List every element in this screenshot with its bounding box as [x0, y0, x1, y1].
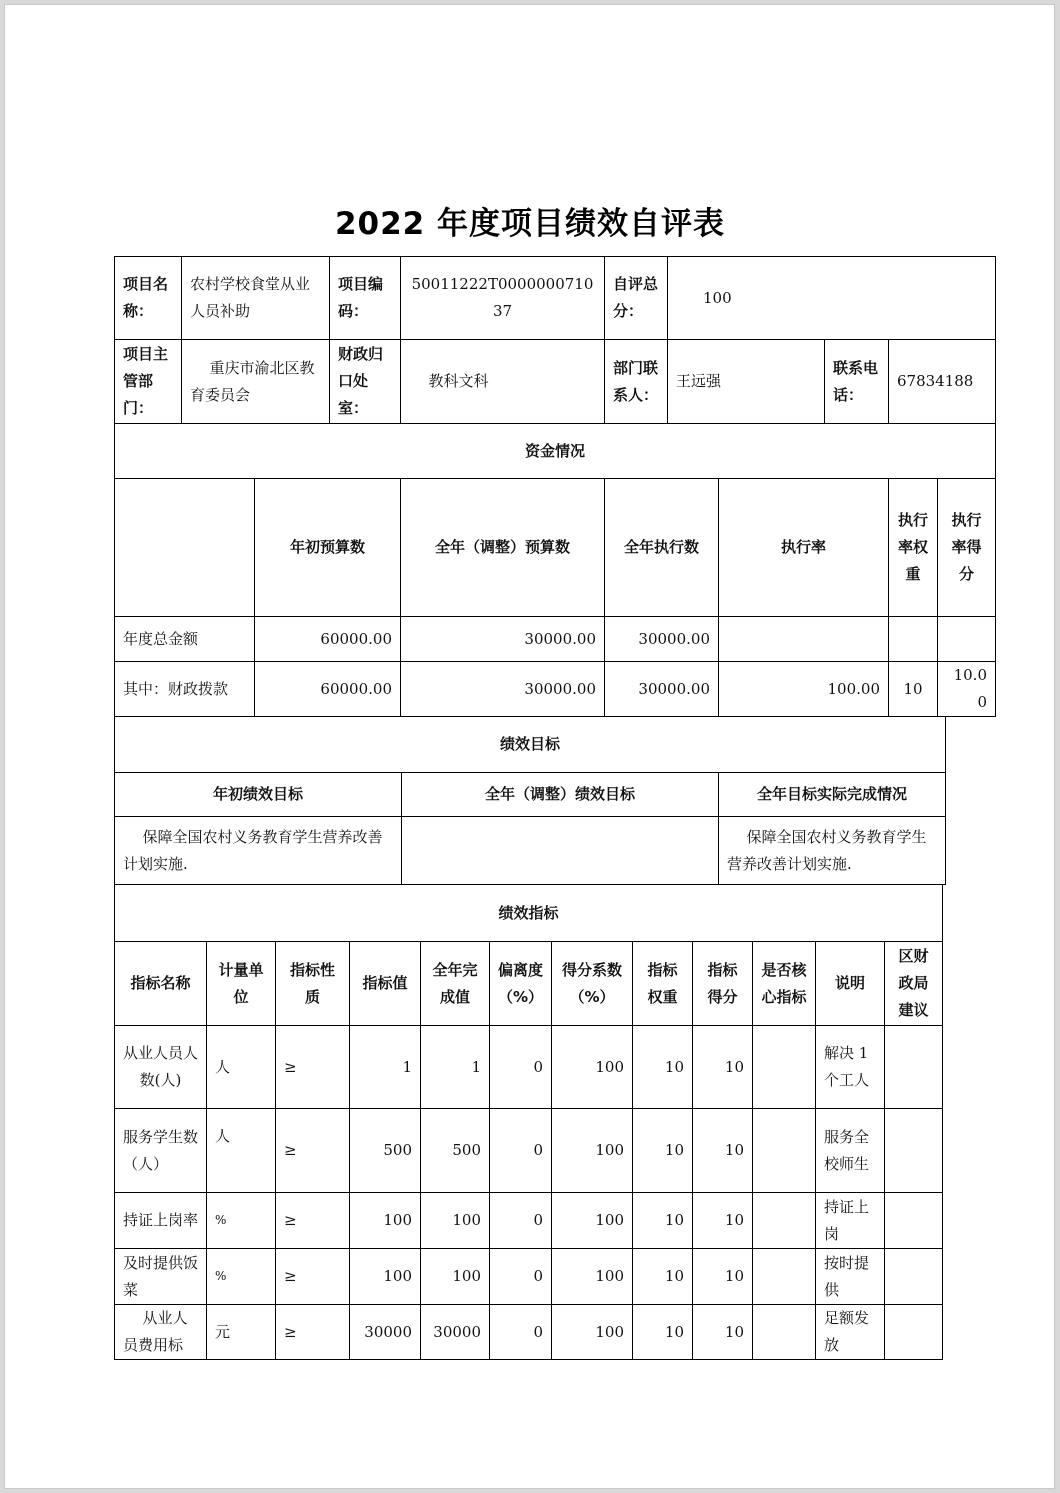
- indicator-deviation: 0: [490, 1026, 552, 1109]
- funds-row-total-executed: 30000.00: [605, 617, 719, 662]
- indicator-target: 1: [350, 1026, 421, 1109]
- table-row: [115, 1305, 943, 1360]
- indicator-deviation: 0: [490, 1193, 552, 1249]
- indicator-completed: 100: [421, 1249, 490, 1305]
- goals-initial-text: 保障全国农村义务教育学生营养改善计划实施.: [115, 817, 402, 885]
- indicator-nature: ≥: [276, 1109, 350, 1193]
- ind-header-target: 指标值: [350, 942, 421, 1026]
- indicator-weight: 10: [633, 1193, 693, 1249]
- indicator-name: 服务学生数（人）: [115, 1109, 207, 1193]
- ind-header-weight: 指标权重: [633, 942, 693, 1026]
- indicator-weight: 10: [633, 1026, 693, 1109]
- indicator-note: 持证上岗: [816, 1193, 885, 1249]
- indicator-score: 10: [693, 1249, 753, 1305]
- ind-header-core: 是否核心指标: [753, 942, 816, 1026]
- dept-label: 项目主管部门：: [115, 340, 182, 424]
- indicator-unit: %: [207, 1193, 276, 1249]
- funds-header-initial-budget: 年初预算数: [255, 479, 401, 617]
- indicator-core: [753, 1249, 816, 1305]
- indicator-weight: 10: [633, 1249, 693, 1305]
- goals-adjusted-text: [402, 817, 719, 885]
- indicator-coefficient: 100: [552, 1305, 633, 1360]
- indicator-name: 从业人员费用标: [115, 1305, 207, 1360]
- indicator-target: 100: [350, 1193, 421, 1249]
- document-title: 2022 年度项目绩效自评表: [334, 206, 726, 242]
- funds-section-title: 资金情况: [115, 424, 996, 479]
- goals-header-actual: 全年目标实际完成情况: [719, 773, 946, 817]
- indicator-unit: 人: [207, 1109, 276, 1193]
- indicator-name: 及时提供饭菜: [115, 1249, 207, 1305]
- indicator-nature: ≥: [276, 1193, 350, 1249]
- performance-indicators-table: [114, 884, 943, 1360]
- indicator-target: 500: [350, 1109, 421, 1193]
- project-name-value: 农村学校食堂从业人员补助: [182, 257, 330, 340]
- finance-label: 财政归口处室：: [330, 340, 401, 424]
- indicator-coefficient: 100: [552, 1026, 633, 1109]
- indicator-weight: 10: [633, 1305, 693, 1360]
- funds-row-fiscal-initial: 60000.00: [255, 662, 401, 717]
- project-code-label: 项目编码：: [330, 257, 401, 340]
- self-score-value: 100: [668, 257, 996, 340]
- indicator-note: 按时提供: [816, 1249, 885, 1305]
- indicator-score: 10: [693, 1109, 753, 1193]
- ind-header-unit: 计量单位: [207, 942, 276, 1026]
- funds-row-total-initial: 60000.00: [255, 617, 401, 662]
- indicator-core: [753, 1026, 816, 1109]
- ind-header-name: 指标名称: [115, 942, 207, 1026]
- indicator-suggestion: [885, 1305, 943, 1360]
- indicator-nature: ≥: [276, 1305, 350, 1360]
- indicator-completed: 1: [421, 1026, 490, 1109]
- funds-row-fiscal-label: 其中：财政拨款: [115, 662, 255, 717]
- indicator-completed: 100: [421, 1193, 490, 1249]
- indicator-deviation: 0: [490, 1109, 552, 1193]
- funds-row-fiscal-adjusted: 30000.00: [401, 662, 605, 717]
- funds-row-total-adjusted: 30000.00: [401, 617, 605, 662]
- ind-header-coefficient: 得分系数（%）: [552, 942, 633, 1026]
- indicator-note: 足额发放: [816, 1305, 885, 1360]
- indicator-name: 持证上岗率: [115, 1193, 207, 1249]
- indicator-completed: 500: [421, 1109, 490, 1193]
- contact-label: 部门联系人：: [605, 340, 668, 424]
- ind-header-score: 指标得分: [693, 942, 753, 1026]
- indicator-nature: ≥: [276, 1026, 350, 1109]
- indicator-coefficient: 100: [552, 1193, 633, 1249]
- indicator-target: 30000: [350, 1305, 421, 1360]
- ind-header-note: 说明: [816, 942, 885, 1026]
- indicator-note: 服务全校师生: [816, 1109, 885, 1193]
- funds-row-fiscal-weight: 10: [889, 662, 938, 717]
- indicator-coefficient: 100: [552, 1249, 633, 1305]
- indicator-unit: %: [207, 1249, 276, 1305]
- indicators-section-title: 绩效指标: [115, 885, 943, 942]
- funds-row-fiscal-rate: 100.00: [719, 662, 889, 717]
- indicator-core: [753, 1109, 816, 1193]
- indicator-completed: 30000: [421, 1305, 490, 1360]
- dept-value: 重庆市渝北区教育委员会: [182, 340, 330, 424]
- indicator-deviation: 0: [490, 1249, 552, 1305]
- funds-header-exec-weight: 执行率权重: [889, 479, 938, 617]
- table-row: [115, 1249, 943, 1305]
- project-name-label: 项目名称：: [115, 257, 182, 340]
- indicator-coefficient: 100: [552, 1109, 633, 1193]
- funds-header-exec-rate: 执行率: [719, 479, 889, 617]
- indicator-target: 100: [350, 1249, 421, 1305]
- funds-row-fiscal-executed: 30000.00: [605, 662, 719, 717]
- indicator-nature: ≥: [276, 1249, 350, 1305]
- ind-header-deviation: 偏离度（%）: [490, 942, 552, 1026]
- funds-header-adjusted-budget: 全年（调整）预算数: [401, 479, 605, 617]
- indicator-suggestion: [885, 1026, 943, 1109]
- contact-value: 王远强: [668, 340, 825, 424]
- funds-row-total-score: [938, 617, 996, 662]
- indicator-suggestion: [885, 1193, 943, 1249]
- funds-row-fiscal-score: 10.00: [938, 662, 996, 717]
- indicator-score: 10: [693, 1193, 753, 1249]
- indicator-score: 10: [693, 1305, 753, 1360]
- ind-header-suggestion: 区财政局建议: [885, 942, 943, 1026]
- ind-header-completed: 全年完成值: [421, 942, 490, 1026]
- goals-header-initial: 年初绩效目标: [115, 773, 402, 817]
- funds-header-executed: 全年执行数: [605, 479, 719, 617]
- ind-header-nature: 指标性质: [276, 942, 350, 1026]
- indicator-name: 从业人员人数(人): [115, 1026, 207, 1109]
- phone-value: 67834188: [889, 340, 996, 424]
- funds-header-blank: [115, 479, 255, 617]
- finance-value: 教科文科: [401, 340, 605, 424]
- table-row: [115, 1026, 943, 1109]
- indicator-suggestion: [885, 1109, 943, 1193]
- indicator-note: 解决 1 个工人: [816, 1026, 885, 1109]
- indicator-core: [753, 1193, 816, 1249]
- goals-section-title: 绩效目标: [115, 717, 946, 773]
- project-info-table: [114, 256, 996, 717]
- funds-row-total-rate: [719, 617, 889, 662]
- performance-goals-table: [114, 716, 946, 885]
- table-row: [115, 1193, 943, 1249]
- funds-header-exec-score: 执行率得分: [938, 479, 996, 617]
- goals-header-adjusted: 全年（调整）绩效目标: [402, 773, 719, 817]
- indicator-suggestion: [885, 1249, 943, 1305]
- goals-actual-text: 保障全国农村义务教育学生营养改善计划实施.: [719, 817, 946, 885]
- indicator-deviation: 0: [490, 1305, 552, 1360]
- project-code-value: 50011222T000000071037: [401, 257, 605, 340]
- indicator-unit: 人: [207, 1026, 276, 1109]
- table-row: [115, 1109, 943, 1193]
- self-score-label: 自评总分：: [605, 257, 668, 340]
- indicator-core: [753, 1305, 816, 1360]
- funds-row-total-weight: [889, 617, 938, 662]
- funds-row-total-label: 年度总金额: [115, 617, 255, 662]
- indicator-weight: 10: [633, 1109, 693, 1193]
- phone-label: 联系电话：: [825, 340, 889, 424]
- indicator-score: 10: [693, 1026, 753, 1109]
- indicator-unit: 元: [207, 1305, 276, 1360]
